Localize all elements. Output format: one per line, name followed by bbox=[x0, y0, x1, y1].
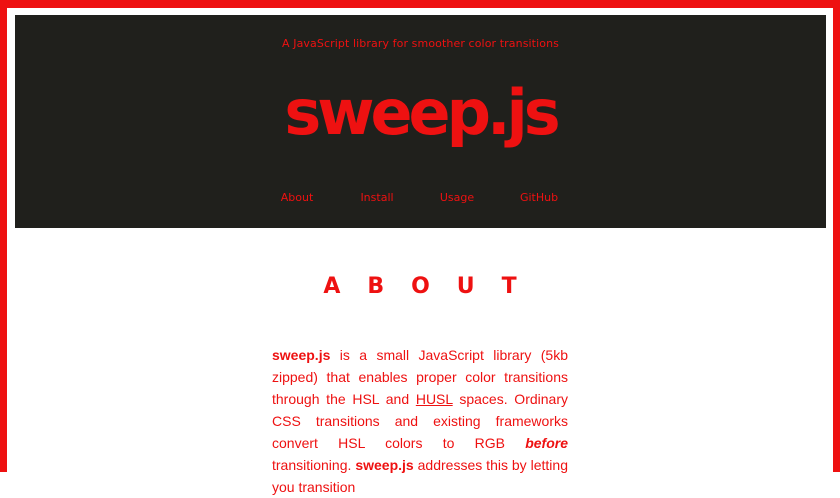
about-text-part: addresses this by letting you transition bbox=[272, 457, 568, 495]
brand-name: sweep.js bbox=[355, 457, 414, 473]
tagline: A JavaScript library for smoother color transitions bbox=[282, 37, 559, 50]
nav-link-usage[interactable]: Usage bbox=[439, 191, 475, 204]
nav-link-about[interactable]: About bbox=[280, 191, 314, 204]
about-text-part: spaces. Ordinary CSS transitions and existing frameworks convert HSL colors to RGB bbox=[272, 391, 568, 451]
husl-link[interactable]: HUSL bbox=[415, 391, 453, 407]
about-text-part: transitioning. bbox=[272, 457, 356, 473]
about-text-part: is a small JavaScript library (5kb zipped) that enables proper color transitions through the HSL and bbox=[272, 347, 568, 407]
nav-link-github[interactable]: GitHub bbox=[519, 191, 559, 204]
nav-link-install[interactable]: Install bbox=[360, 191, 394, 204]
site-logo[interactable]: sweep.js bbox=[284, 76, 557, 149]
about-paragraph bbox=[272, 344, 568, 498]
hero-header bbox=[15, 15, 826, 228]
emphasis-before: before bbox=[525, 435, 568, 451]
brand-name: sweep.js bbox=[272, 347, 331, 363]
main-nav bbox=[15, 191, 826, 207]
section-title-about: ABOUT bbox=[323, 274, 544, 299]
